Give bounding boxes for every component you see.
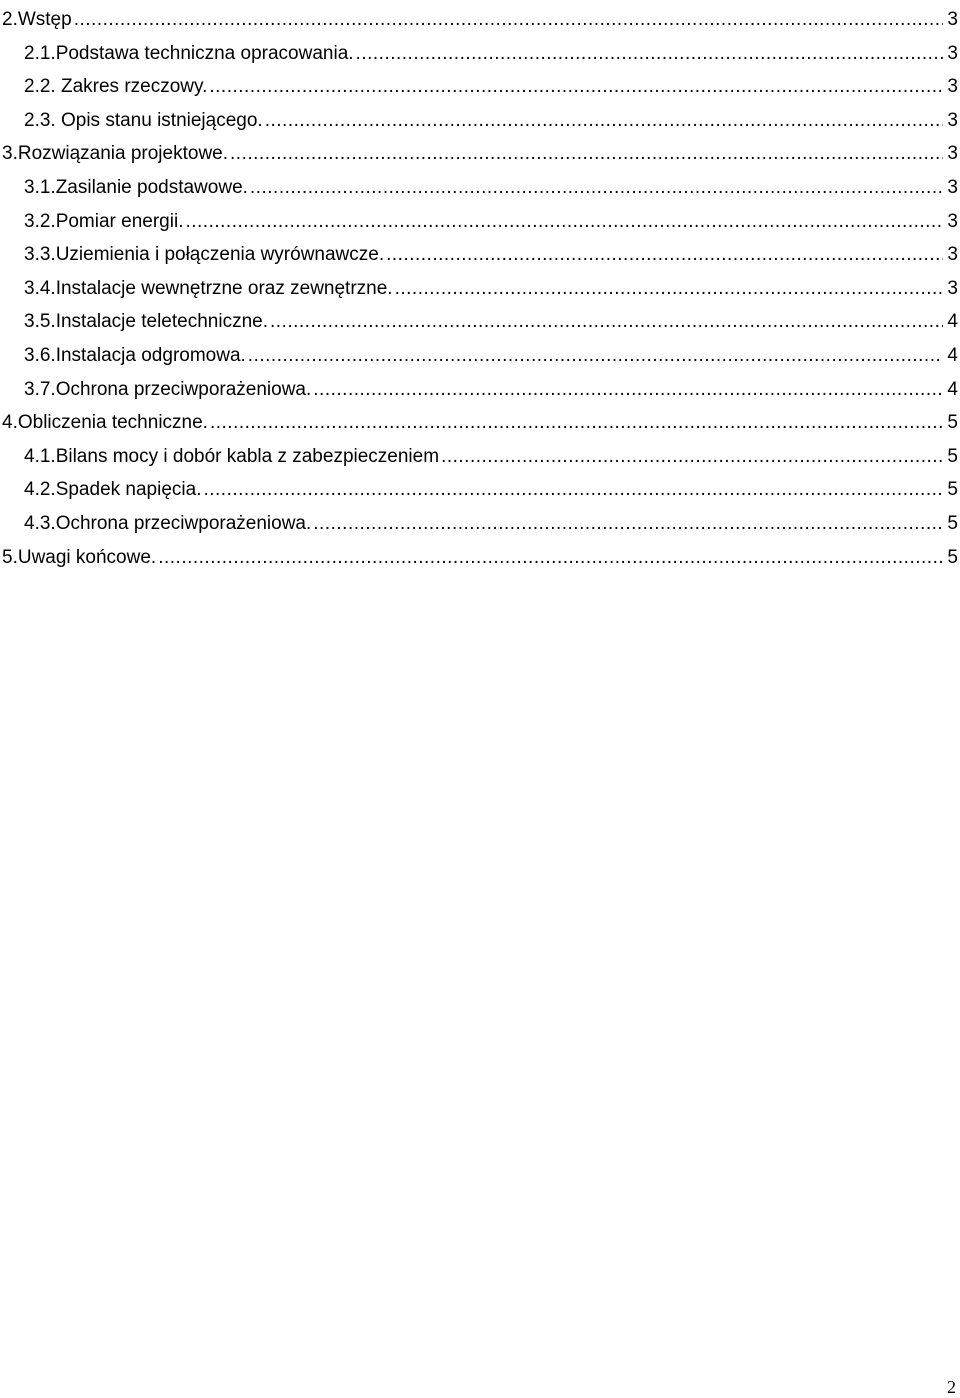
toc-entry[interactable]: [0, 440, 960, 474]
toc-dot-leader: [395, 272, 944, 306]
toc-entry-page: 3: [947, 210, 958, 232]
toc-entry-label: 2.3. Opis stanu istniejącego.: [24, 109, 263, 131]
toc-dot-leader: [74, 3, 944, 37]
toc-entry[interactable]: [0, 339, 960, 373]
toc-dot-leader: [203, 473, 943, 507]
toc-entry-page: 5: [947, 445, 958, 467]
toc-dot-leader: [209, 70, 943, 104]
toc-entry-page: 5: [947, 412, 958, 434]
toc-dot-leader: [248, 339, 944, 373]
toc-dot-leader: [313, 507, 943, 541]
toc-dot-leader: [270, 305, 943, 339]
toc-entry[interactable]: [0, 406, 960, 440]
toc-entry[interactable]: [0, 373, 960, 407]
toc-entry-page: 3: [947, 9, 958, 30]
toc-entry[interactable]: [0, 272, 960, 306]
toc-entry-label: 4.Obliczenia techniczne.: [2, 412, 208, 434]
toc-dot-leader: [158, 541, 943, 575]
toc-entry-label: 4.2.Spadek napięcia.: [24, 479, 202, 501]
toc-entry[interactable]: [0, 37, 960, 71]
toc-entry-label: 2.Wstęp: [2, 9, 72, 30]
toc-entry-page: 4: [947, 344, 958, 366]
toc-entry[interactable]: [0, 507, 960, 541]
toc-entry-label: 3.2.Pomiar energii.: [24, 210, 184, 232]
toc-entry-page: 3: [947, 42, 958, 64]
toc-entry-page: 4: [947, 311, 958, 333]
toc-entry-page: 3: [947, 76, 958, 98]
toc-dot-leader: [313, 373, 943, 407]
toc-entry-label: 3.4.Instalacje wewnętrzne oraz zewnętrzne.: [24, 277, 393, 299]
toc-dot-leader: [250, 171, 944, 205]
toc-entry-label: 3.5.Instalacje teletechniczne.: [24, 311, 268, 333]
toc-entry-label: 3.7.Ochrona przeciwporażeniowa.: [24, 378, 312, 400]
toc-entry-page: 3: [947, 244, 958, 266]
toc-entry[interactable]: [0, 205, 960, 239]
toc-dot-leader: [185, 205, 943, 239]
toc-entry[interactable]: [0, 473, 960, 507]
table-of-contents: [0, 0, 960, 574]
toc-entry-page: 3: [947, 176, 958, 198]
toc-entry-label: 3.6.Instalacja odgromowa.: [24, 344, 246, 366]
page-number: 2: [947, 1377, 956, 1397]
toc-entry[interactable]: [0, 137, 960, 171]
toc-entry[interactable]: [0, 238, 960, 272]
toc-entry[interactable]: [0, 305, 960, 339]
toc-entry-page: 5: [947, 479, 958, 501]
toc-entry-page: 5: [947, 512, 958, 534]
toc-entry-page: 3: [947, 143, 958, 165]
toc-dot-leader: [230, 137, 943, 171]
toc-entry[interactable]: [0, 70, 960, 104]
toc-entry-label: 2.2. Zakres rzeczowy.: [24, 76, 208, 98]
toc-entry[interactable]: [0, 104, 960, 138]
toc-dot-leader: [386, 238, 943, 272]
toc-dot-leader: [210, 406, 943, 440]
toc-entry-page: 3: [947, 277, 958, 299]
toc-entry[interactable]: [0, 3, 960, 37]
toc-entry-page: 3: [947, 109, 958, 131]
toc-entry-page: 5: [947, 546, 958, 568]
toc-entry-label: 5.Uwagi końcowe.: [2, 546, 157, 568]
toc-dot-leader: [441, 440, 943, 474]
toc-entry-label: 3.1.Zasilanie podstawowe.: [24, 176, 248, 198]
toc-dot-leader: [265, 104, 944, 138]
toc-entry-label: 2.1.Podstawa techniczna opracowania.: [24, 42, 354, 64]
toc-entry[interactable]: [0, 541, 960, 575]
toc-entry-page: 4: [947, 378, 958, 400]
toc-entry[interactable]: [0, 171, 960, 205]
toc-entry-label: 4.3.Ochrona przeciwporażeniowa.: [24, 512, 312, 534]
toc-dot-leader: [356, 37, 944, 71]
toc-entry-label: 4.1.Bilans mocy i dobór kabla z zabezpieczeniem: [24, 445, 440, 467]
toc-entry-label: 3.3.Uziemienia i połączenia wyrównawcze.: [24, 244, 385, 266]
toc-entry-label: 3.Rozwiązania projektowe.: [2, 143, 229, 165]
